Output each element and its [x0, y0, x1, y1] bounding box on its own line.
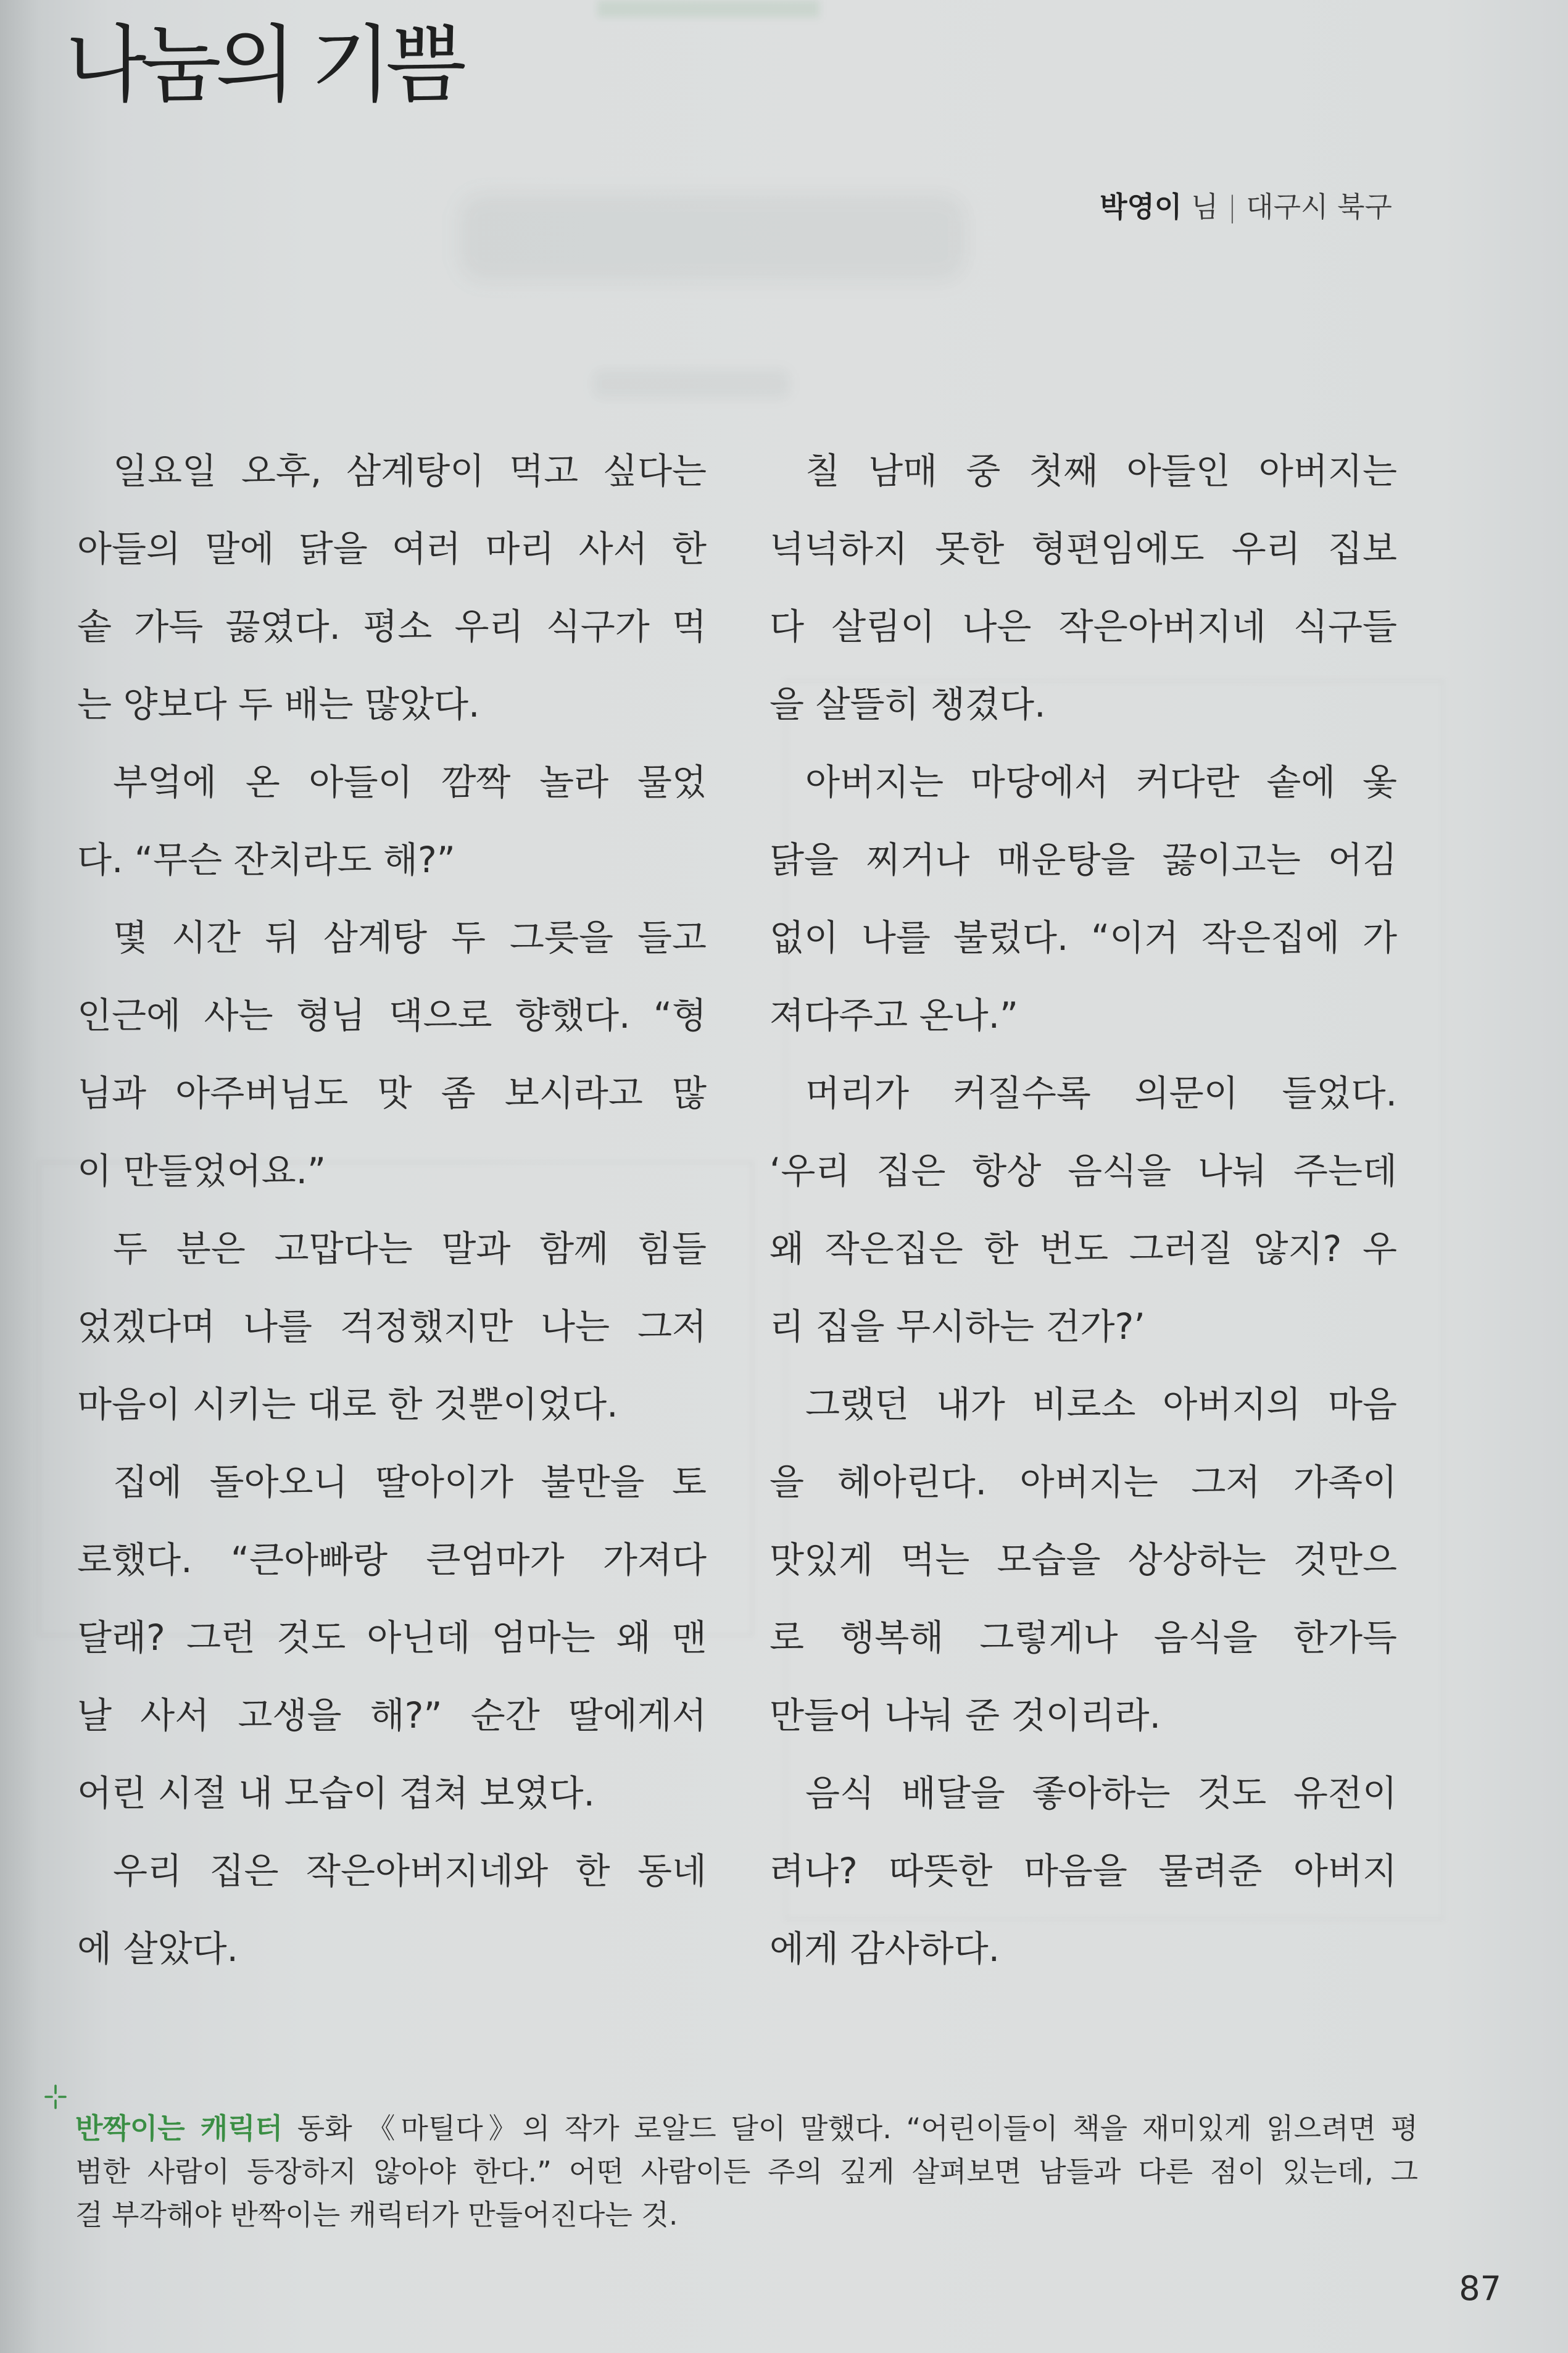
footnote-text: 범한 사람이 등장하지 않아야 한다.” 어떤 사람이든 주의 깊게 살펴보면 남들과 다른 점이 있는데, 그 — [75, 2155, 1418, 2188]
text-line: 로 행복해 그렇게나 음식을 한가득 — [769, 1617, 1397, 1659]
text-line: 달래? 그런 것도 아닌데 엄마는 왜 맨 — [77, 1617, 707, 1659]
footnote — [75, 2107, 1418, 2236]
text-line: 다 살림이 나은 작은아버지네 식구들 — [769, 606, 1397, 648]
paragraph — [769, 1365, 1397, 1754]
paragraph — [77, 1210, 707, 1443]
text-line: 날 사서 고생을 해?” 순간 딸에게서 — [77, 1694, 707, 1736]
author-location: 대구시 북구 — [1246, 190, 1392, 223]
footnote-text: 동화 《마틸다》의 작가 로알드 달이 말했다. “어린이들이 책을 재미있게 읽으려면 평 — [297, 2112, 1418, 2145]
text-line: 아들의 말에 닭을 여러 마리 사서 한 — [77, 528, 707, 570]
text-line: 을 살뜰히 챙겼다. — [769, 683, 1046, 725]
text-line: 칠 남매 중 첫째 아들인 아버지는 — [805, 450, 1397, 492]
paragraph — [77, 1832, 707, 1988]
text-line: 었겠다며 나를 걱정했지만 나는 그저 — [77, 1306, 707, 1347]
text-line: 넉넉하지 못한 형편임에도 우리 집보 — [769, 528, 1397, 570]
page-number: 87 — [1459, 2269, 1501, 2308]
footnote-line — [75, 2107, 1418, 2150]
byline-separator: | — [1227, 190, 1237, 223]
text-line: 음식 배달을 좋아하는 것도 유전이 — [805, 1772, 1397, 1814]
text-line: 집에 돌아오니 딸아이가 불만을 토 — [113, 1461, 707, 1503]
text-line: 려나? 따뜻한 마음을 물려준 아버지 — [769, 1850, 1397, 1892]
text-line: 에게 감사하다. — [769, 1928, 1000, 1970]
text-line: 마음이 시키는 대로 한 것뿐이었다. — [77, 1383, 618, 1425]
text-line: 왜 작은집은 한 번도 그러질 않지? 우 — [769, 1228, 1397, 1270]
text-line: 을 헤아린다. 아버지는 그저 가족이 — [769, 1461, 1397, 1503]
text-line: 맛있게 먹는 모습을 상상하는 것만으 — [769, 1539, 1397, 1581]
text-line: 솥 가득 끓였다. 평소 우리 식구가 먹 — [77, 606, 707, 648]
paragraph — [77, 432, 707, 743]
text-line: 어린 시절 내 모습이 겹쳐 보였다. — [77, 1772, 595, 1814]
text-line: 리 집을 무시하는 건가?’ — [769, 1306, 1145, 1347]
left-column — [77, 432, 707, 1988]
text-line: 에 살았다. — [77, 1928, 238, 1970]
text-line: 일요일 오후, 삼계탕이 먹고 싶다는 — [113, 450, 707, 492]
footnote-text: 걸 부각해야 반짝이는 캐릭터가 만들어진다는 것. — [75, 2198, 678, 2231]
paragraph — [77, 743, 707, 899]
paragraph — [769, 1054, 1397, 1365]
paragraph — [769, 743, 1397, 1054]
text-line: 두 분은 고맙다는 말과 함께 힘들 — [113, 1228, 707, 1270]
footnote-line — [75, 2150, 1418, 2193]
text-line: 져다주고 온나.” — [769, 994, 1019, 1036]
author-name: 박영이 — [1100, 190, 1182, 223]
show-through-shading — [597, 0, 819, 17]
show-through-shading — [592, 369, 790, 399]
text-line: 없이 나를 불렀다. “이거 작은집에 가 — [769, 917, 1397, 959]
text-line: 부엌에 온 아들이 깜짝 놀라 물었 — [113, 761, 707, 803]
text-line: 님과 아주버님도 맛 좀 보시라고 많 — [77, 1072, 707, 1114]
text-line: 인근에 사는 형님 댁으로 향했다. “형 — [77, 994, 707, 1036]
paragraph — [769, 1754, 1397, 1988]
text-line: 몇 시간 뒤 삼계탕 두 그릇을 들고 — [113, 917, 707, 959]
paragraph — [77, 899, 707, 1210]
text-line: 이 만들었어요.” — [77, 1150, 326, 1192]
text-line: 만들어 나눠 준 것이리라. — [769, 1694, 1161, 1736]
text-line: 아버지는 마당에서 커다란 솥에 옻 — [805, 761, 1397, 803]
byline — [1100, 188, 1392, 225]
text-line: 우리 집은 작은아버지네와 한 동네 — [113, 1850, 707, 1892]
text-line: 닭을 찌거나 매운탕을 끓이고는 어김 — [769, 839, 1397, 881]
footnote-heading: 반짝이는 캐릭터 — [75, 2112, 283, 2145]
footnote-line — [75, 2193, 1418, 2236]
text-line: 로했다. “큰아빠랑 큰엄마가 가져다 — [77, 1539, 707, 1581]
text-line: 는 양보다 두 배는 많았다. — [77, 683, 480, 725]
paragraph — [769, 432, 1397, 743]
paragraph — [77, 1443, 707, 1832]
text-line: 다. “무슨 잔치라도 해?” — [77, 839, 455, 881]
text-line: 머리가 커질수록 의문이 들었다. — [805, 1072, 1397, 1114]
text-line: 그랬던 내가 비로소 아버지의 마음 — [805, 1383, 1397, 1425]
right-column — [769, 432, 1397, 1988]
author-honorific: 님 — [1191, 190, 1219, 223]
article-title: 나눔의 기쁨 — [65, 17, 461, 114]
show-through-shading — [460, 194, 966, 281]
sparkle-icon — [43, 2084, 68, 2109]
text-line: ‘우리 집은 항상 음식을 나눠 주는데 — [769, 1150, 1397, 1192]
